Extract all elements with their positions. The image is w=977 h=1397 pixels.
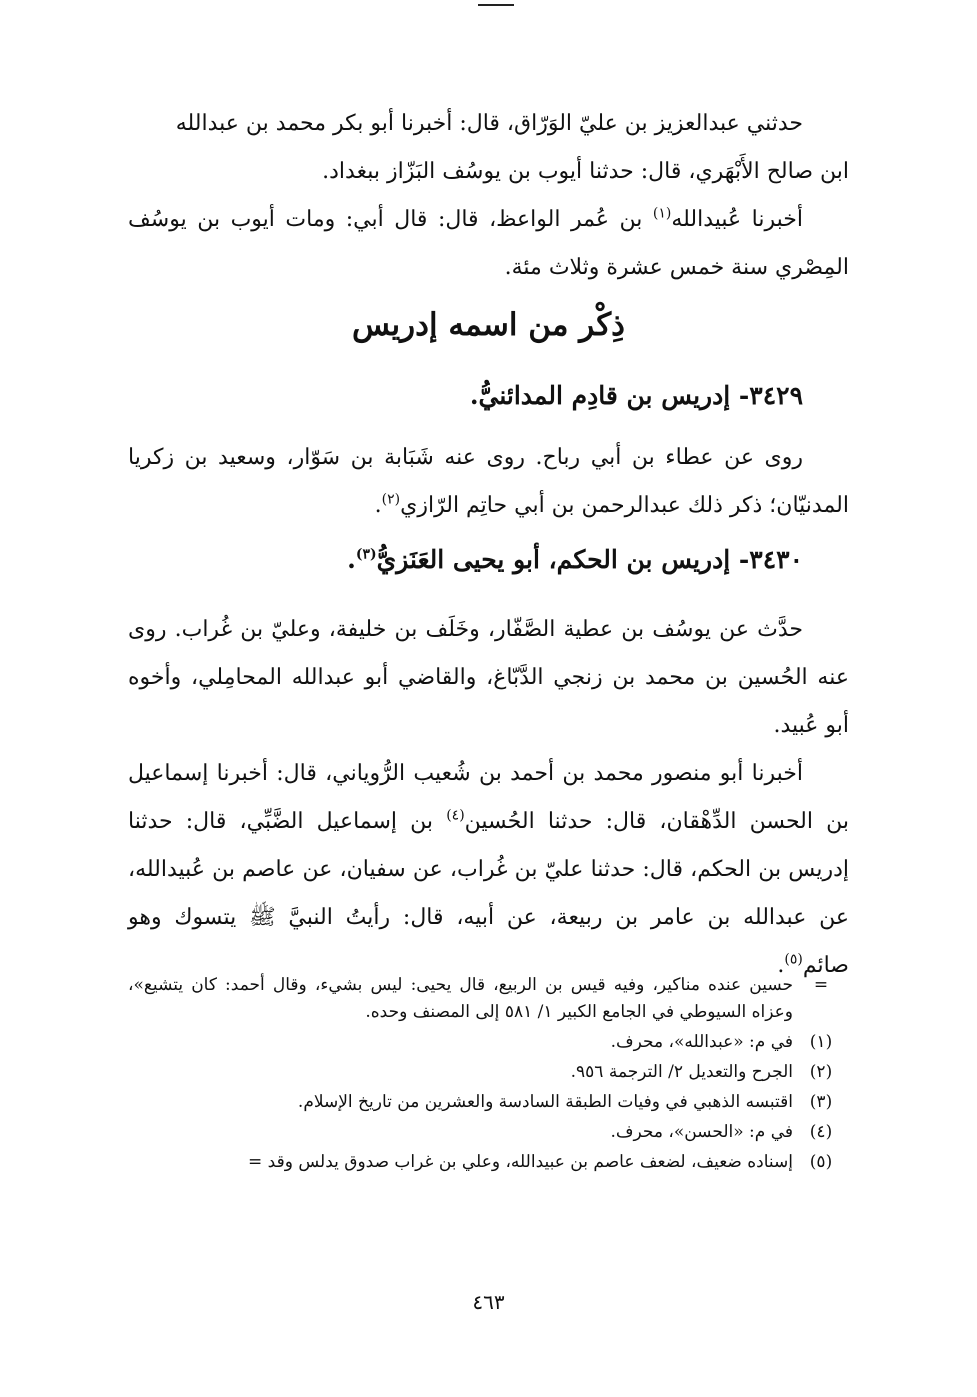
- footnote-2: (٢) الجرح والتعديل ٢/ الترجمة ٩٥٦.: [570, 1062, 833, 1082]
- death-report-paragraph: أخبرنا عُبيدالله$^{(١)}$ بن عُمر الواعظ، قال: قال أبي: ومات أيوب بن يوسُف المِصْري سنة خمس عشرة وثلاث مئة.: [128, 205, 849, 280]
- footnote-ref-4: (٤): [446, 807, 465, 824]
- entry-3429-heading: ٣٤٢٩- إدريس بن قادِم المدائنيُّ.: [469, 381, 803, 410]
- footnote-5: (٥) إسناده ضعيف، لضعف عاصم بن عبيدالله، وعلي بن غراب صدوق يدلس وقد =: [248, 1152, 833, 1172]
- entry-3430-heading: ٣٤٣٠- إدريس بن الحكم، أبو يحيى العَنَزيُّ$^{(٣)}$.: [347, 545, 803, 574]
- entry-3430-biography: حدَّث عن يوسُف بن عطية الصَّفّار، وخَلَف بن خليفة، وعليّ بن غُراب. روى عنه الحُسين بن محمد بن زنجي الدَّبّاغ، والقاضي أبو عبدالله المحامِلي، وأخوه أبو عُبيد.: [128, 617, 849, 738]
- footnote-4: (٤) في م: «الحسن»، محرف.: [610, 1122, 833, 1142]
- continuation-mark: =: [813, 975, 829, 995]
- section-title: ذِكْر من اسمه إدريس: [352, 307, 625, 343]
- footnote-3: (٣) اقتبسه الذهبي في وفيات الطبقة السادسة والعشرين من تاريخ الإسلام.: [297, 1092, 833, 1112]
- page-number: ٤٦٣: [472, 1290, 505, 1314]
- footnote-ref-2: (٢): [381, 491, 401, 508]
- footnote-1: (١) في م: «عبدالله»، محرف.: [610, 1032, 833, 1052]
- entry-3429-text: روى عن عطاء بن أبي رباح. روى عنه شَبَابة بن سَوّار، وسعيد بن زكريا المدنيّان؛ ذكر ذلك عبدالرحمن بن أبي حاتِم الرّازي$^{(٢)}$.: [128, 445, 849, 518]
- footnote-ref-1: (١): [652, 205, 672, 222]
- continuation-text: حسين عنده مناكير، وفيه قيس بن الربيع، قال يحيى: ليس بشيء، وقال أحمد: كان يتشيع»، وعزاه السيوطي في الجامع الكبير ١/ ٥٨١ إلى المصنف وحده.: [128, 975, 793, 1022]
- footnotes: [128, 972, 849, 1176]
- opening-paragraph: [128, 100, 849, 196]
- top-rule: [478, 4, 514, 6]
- opening-line-1: حدثني عبدالعزيز بن عليّ الوَرّاق، قال: أخبرنا أبو بكر محمد بن عبدالله: [175, 111, 803, 136]
- footnote-continuation: [128, 972, 849, 1026]
- entry-3430-hadith: أخبرنا أبو منصور محمد بن أحمد بن شُعيب الرُّوياني، قال: أخبرنا إسماعيل بن الحسن الدِّهْقان، قال: حدثنا الحُسين$^{(٤)}$ بن إسماعيل الضَّبِّي، قال: حدثنا إدريس بن الحكم، قال: حدثنا عليّ بن غُراب، عن سفيان، عن عاصم بن عُبيدالله، عن عبدالله بن عامر بن ربيعة، عن أبيه، قال: رأيتُ النبيَّ ﷺ يتسوك وهو صائم$^{(٥)}$.: [128, 761, 849, 978]
- main-text: [128, 100, 849, 990]
- opening-line-2: ابن صالح الأَبْهَري، قال: حدثنا أيوب بن يوسُف البَزّاز ببغداد.: [322, 159, 849, 184]
- footnote-ref-5: (٥): [784, 951, 803, 968]
- footnote-ref-3: (٣): [355, 546, 377, 563]
